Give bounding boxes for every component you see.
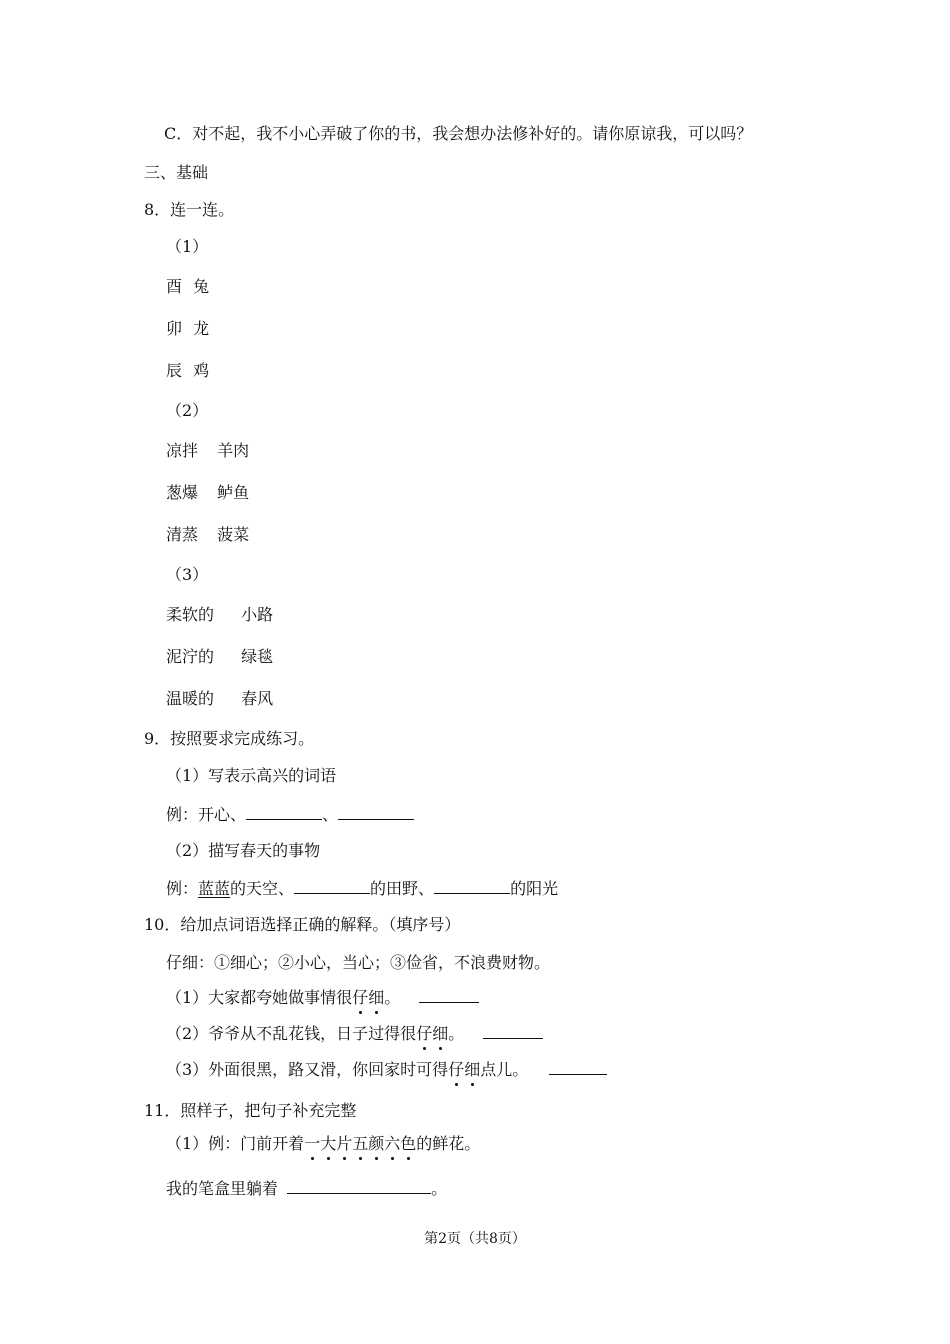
q8-part3-label: （3）	[166, 565, 209, 584]
q10-sentence-2	[166, 1023, 543, 1044]
sentence-text: 。	[384, 988, 401, 1007]
q8-part1-row1	[166, 277, 209, 297]
right-item: 龙	[193, 319, 210, 338]
section-heading: 三、基础	[144, 163, 209, 182]
sentence-end: 。	[431, 1179, 448, 1198]
right-item: 小路	[241, 605, 274, 624]
answer-blank[interactable]	[246, 804, 322, 820]
left-item: 泥泞的	[166, 647, 215, 666]
sentence-text: （2）爷爷从不乱花钱，日子过得很	[166, 1024, 417, 1043]
q8-part2-row1	[166, 441, 249, 461]
left-item: 酉	[166, 277, 183, 296]
example-text: 的鲜花。	[416, 1134, 481, 1153]
q8-part3-row2	[166, 647, 273, 667]
dotted-char: 色	[400, 1134, 417, 1153]
right-item: 春风	[241, 689, 274, 708]
right-item: 菠菜	[217, 525, 250, 544]
dotted-char: 仔	[448, 1060, 465, 1079]
left-item: 凉拌	[166, 441, 199, 460]
answer-blank[interactable]	[434, 878, 510, 894]
q9-part1-prompt: （1）写表示高兴的词语	[166, 766, 337, 785]
q8-part2-row3	[166, 525, 249, 545]
answer-blank[interactable]	[419, 987, 479, 1003]
right-item: 鲈鱼	[217, 483, 250, 502]
answer-blank[interactable]	[483, 1023, 543, 1039]
right-item: 绿毯	[241, 647, 274, 666]
q8-part3-row1	[166, 605, 273, 625]
question-8-title: 8．连一连。	[144, 200, 235, 219]
underlined-example-word: 蓝蓝	[198, 879, 231, 898]
q8-part2-row2	[166, 483, 249, 503]
answer-blank[interactable]	[338, 804, 414, 820]
question-9-title: 9．按照要求完成练习。	[144, 729, 315, 748]
sentence-text: 。	[448, 1024, 465, 1043]
dotted-char: 六	[384, 1134, 401, 1153]
sentence-text: 点儿。	[480, 1060, 529, 1079]
sentence-text: 我的笔盒里躺着	[166, 1179, 279, 1198]
option-c: C．对不起，我不小心弄破了你的书，我会想办法修补好的。请你原谅我，可以吗？	[164, 124, 753, 143]
sentence-text: （3）外面很黑，路又滑，你回家时可得	[166, 1060, 449, 1079]
dotted-char: 一	[304, 1134, 321, 1153]
answer-blank[interactable]	[294, 878, 370, 894]
q8-part1-row3	[166, 361, 209, 381]
phrase-text: 的田野、	[370, 879, 435, 898]
example-text: 例：开心、	[166, 805, 247, 824]
right-item: 羊肉	[217, 441, 250, 460]
dotted-char: 仔	[416, 1024, 433, 1043]
q8-part1-row2	[166, 319, 209, 339]
dotted-char: 片	[336, 1134, 353, 1153]
left-item: 卯	[166, 319, 183, 338]
example-text: （1）例：门前开着	[166, 1134, 305, 1153]
q8-part1-label: （1）	[166, 237, 209, 256]
right-item: 兔	[193, 277, 210, 296]
q10-sentence-1	[166, 987, 479, 1008]
phrase-text: 的阳光	[510, 879, 559, 898]
q8-part2-label: （2）	[166, 401, 209, 420]
left-item: 柔软的	[166, 605, 215, 624]
q10-definitions: 仔细：①细心；②小心，当心；③俭省，不浪费财物。	[166, 953, 551, 972]
q8-part3-row3	[166, 689, 273, 709]
example-text: 例：	[166, 879, 199, 898]
separator: 、	[322, 805, 339, 824]
question-10-title: 10．给加点词语选择正确的解释。（填序号）	[144, 915, 461, 934]
q11-question	[166, 1178, 447, 1199]
q9-part1-example	[166, 804, 414, 825]
left-item: 清蒸	[166, 525, 199, 544]
q10-sentence-3	[166, 1059, 607, 1080]
dotted-char: 细	[464, 1060, 481, 1079]
sentence-text: （1）大家都夸她做事情很	[166, 988, 353, 1007]
right-item: 鸡	[193, 361, 210, 380]
question-11-title: 11．照样子，把句子补充完整	[144, 1101, 357, 1120]
dotted-phrase	[304, 1134, 416, 1153]
phrase-text: 的天空、	[230, 879, 295, 898]
dotted-char: 五	[352, 1134, 369, 1153]
dotted-char: 颜	[368, 1134, 385, 1153]
answer-blank[interactable]	[549, 1059, 607, 1075]
answer-blank[interactable]	[287, 1178, 431, 1194]
q11-example	[166, 1134, 480, 1154]
dotted-char: 细	[432, 1024, 449, 1043]
left-item: 辰	[166, 361, 183, 380]
q9-part2-prompt: （2）描写春天的事物	[166, 841, 321, 860]
page-footer: 第2页（共8页）	[424, 1231, 526, 1247]
left-item: 葱爆	[166, 483, 199, 502]
q9-part2-example	[166, 878, 558, 899]
left-item: 温暖的	[166, 689, 215, 708]
dotted-char: 细	[368, 988, 385, 1007]
dotted-char: 仔	[352, 988, 369, 1007]
dotted-char: 大	[320, 1134, 337, 1153]
